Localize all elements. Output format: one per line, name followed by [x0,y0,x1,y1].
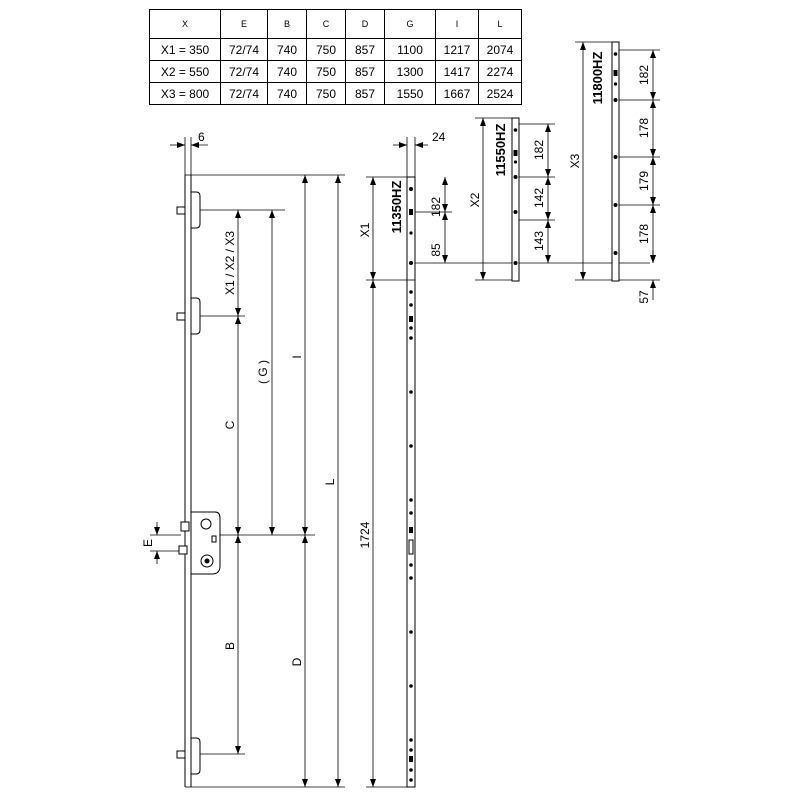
fixing-hole [409,778,413,782]
fixing-hole [514,128,518,132]
fixing-hole [614,82,617,85]
extension-x3-view [568,42,660,304]
table-cell: 72/74 [221,39,268,61]
dim-label-x2: X2 [468,192,482,208]
table-cell: 1667 [436,83,479,105]
header-c: C [307,10,346,39]
header-g: G [385,10,436,39]
fixing-hole [409,390,413,394]
table-cell: 857 [346,61,385,83]
header-x: X [150,10,221,39]
model-label-11350hz: 11350HZ [389,180,404,234]
middle-view [358,130,650,787]
dim-label-x3: X3 [568,153,582,169]
fixing-hole [409,231,412,234]
middle-hook [191,298,200,334]
table-cell: 750 [307,61,346,83]
middle-bolt-pin [177,313,185,320]
dim-label-l: L [323,478,337,486]
table-cell: 2074 [479,39,522,61]
faceplate-strip [407,177,415,787]
latch-opening [409,540,413,554]
table-cell: 857 [346,39,385,61]
cylinder-center [205,559,210,564]
dim-label-6: 6 [198,130,205,144]
fixing-hole [409,444,413,448]
fixing-hole [409,748,413,752]
table-cell: 740 [268,39,307,61]
table-cell: 750 [307,39,346,61]
table-cell: 1300 [385,61,436,83]
bottom-hook [191,738,200,774]
fixing-hole [614,251,618,255]
table-cell: 2524 [479,83,522,105]
table-cell: 2274 [479,61,522,83]
dim-label-g: ( G ) [256,360,270,384]
fixing-hole [614,52,618,56]
fixing-slot [212,536,216,542]
dim-label-d: D [290,657,304,667]
table-cell: X2 = 550 [150,61,221,83]
fixing-hole [514,160,517,163]
fixing-hole [409,261,413,265]
bottom-bolt-pin [177,751,185,758]
dim-label-182: 182 [637,64,651,86]
bolt-slot [514,150,518,156]
dim-label-1724: 1724 [358,521,372,549]
table-cell: 1100 [385,39,436,61]
fixing-hole [409,498,413,502]
fixing-hole [409,768,413,772]
fixing-hole [614,203,618,207]
fixing-hole [409,336,413,340]
table-cell: X3 = 800 [150,83,221,105]
top-hook [191,192,200,228]
top-bolt-pin [177,207,185,214]
dim-label-143: 143 [532,230,546,252]
bolt-slot [614,70,618,76]
dim-label-x1: X1 [358,222,372,238]
dim-label-c: C [223,420,237,430]
table-cell: 72/74 [221,61,268,83]
table-cell: 857 [346,83,385,105]
table-cell: X1 = 350 [150,39,221,61]
dim-label-182: 182 [429,196,443,218]
bolt-slot [409,209,413,215]
table-cell: 740 [268,61,307,83]
fixing-hole [514,210,518,214]
dim-label-i: I [290,355,304,359]
table-cell: 740 [268,83,307,105]
table-cell: 750 [307,83,346,105]
dim-label-e: E [141,538,155,548]
fixing-hole [409,303,413,307]
header-b: B [268,10,307,39]
extension-strip-x3 [612,42,619,281]
fixing-hole [409,511,413,515]
bolt-slot [409,756,413,762]
fixing-hole [409,576,413,580]
fixing-hole [409,738,413,742]
dim-label-85: 85 [429,243,443,257]
latch-bolt [181,522,189,531]
fixing-hole [409,187,413,191]
fixing-hole [409,290,413,294]
left-view [141,130,345,787]
fixing-hole [409,630,413,634]
dim-label-178: 178 [637,223,651,245]
fixing-hole [614,155,618,159]
table-cell: 1217 [436,39,479,61]
extension-x2-view [468,118,555,281]
fixing-hole [514,175,518,179]
fixing-hole [409,563,413,567]
bolt-slot [409,316,413,322]
dim-label-57: 57 [637,290,651,304]
spindle-hole [201,519,211,529]
header-d: D [346,10,385,39]
fixing-hole [514,261,518,265]
extension-strip-x2 [512,118,519,281]
table-cell: 1550 [385,83,436,105]
header-i: I [436,10,479,39]
dim-label-178: 178 [637,117,651,139]
deadbolt [179,546,187,554]
model-label-11550hz: 11550HZ [493,123,508,177]
fixing-hole [409,684,413,688]
model-label-11800hz: 11800HZ [590,51,605,105]
table-cell: 1417 [436,61,479,83]
fixing-hole [409,326,413,330]
table-cell: 72/74 [221,83,268,105]
dim-label-182: 182 [532,139,546,161]
dim-label-179: 179 [637,170,651,192]
header-e: E [221,10,268,39]
dim-label-b: B [223,641,237,651]
dim-label-x-range: X1 / X2 / X3 [223,230,237,296]
dim-label-142: 142 [532,187,546,209]
bolt-slot [409,527,413,533]
header-l: L [479,10,522,39]
dim-label-24: 24 [432,130,446,144]
fixing-hole [614,98,618,102]
